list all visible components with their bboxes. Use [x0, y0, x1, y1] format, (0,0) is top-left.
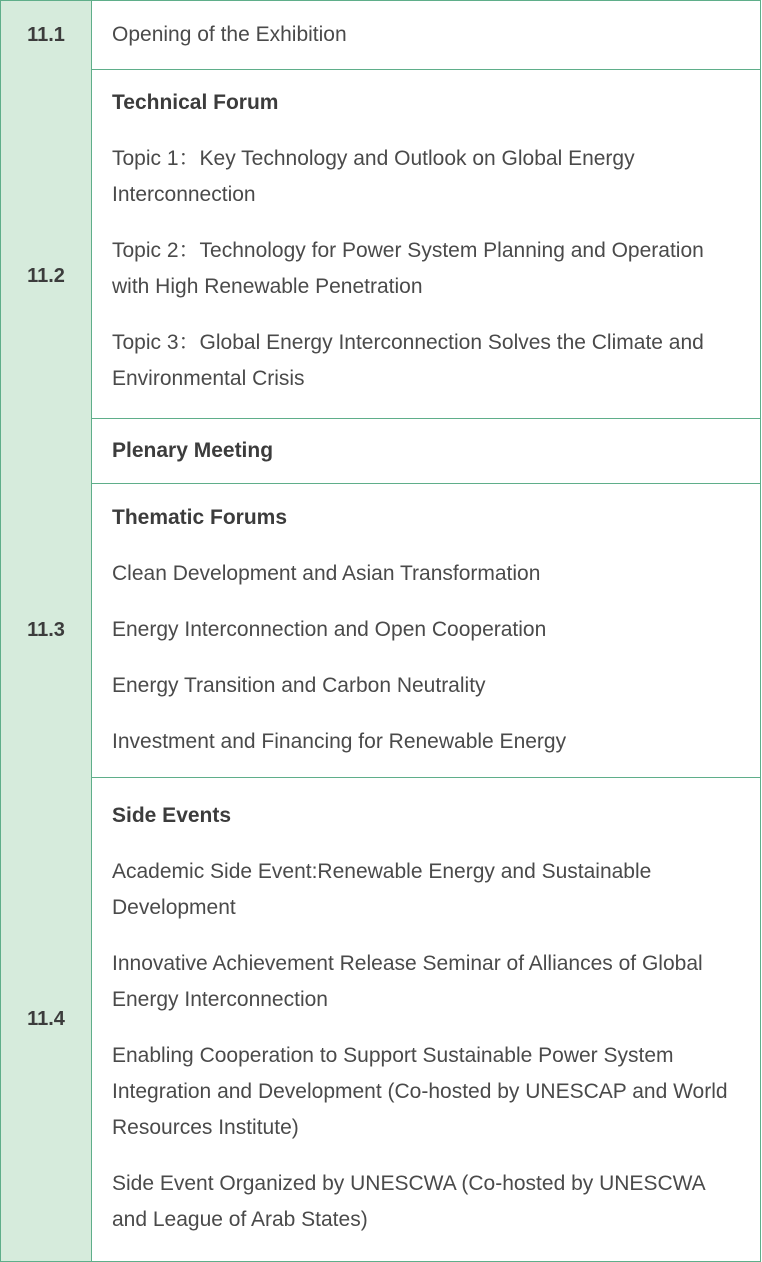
event-item: Energy Transition and Carbon Neutrality — [112, 674, 486, 697]
event-item: Innovative Achievement Release Seminar of Alliances of Global Energy Interconnection — [112, 952, 703, 1011]
content-block — [92, 798, 760, 1238]
content-block — [92, 500, 760, 760]
event-item: Clean Development and Asian Transformation — [112, 562, 541, 585]
event-item: Topic 2：Technology for Power System Planning and Operation with High Renewable Penetration — [112, 239, 704, 298]
section-heading: Technical Forum — [112, 91, 279, 114]
event-item: Energy Interconnection and Open Cooperation — [112, 618, 547, 641]
section-heading: Plenary Meeting — [112, 439, 274, 462]
content-cell — [92, 69, 760, 483]
schedule-row-11-3 — [0, 483, 761, 778]
content-cell — [92, 777, 760, 1261]
content-block — [92, 17, 760, 53]
event-item: Topic 1：Key Technology and Outlook on Global Energy Interconnection — [112, 147, 635, 206]
event-item: Investment and Financing for Renewable Energy — [112, 730, 567, 753]
content-cell — [92, 483, 760, 777]
event-item: Topic 3：Global Energy Interconnection Solves the Climate and Environmental Crisis — [112, 331, 704, 390]
content-block — [92, 418, 760, 469]
event-item: Academic Side Event:Renewable Energy and Sustainable Development — [112, 860, 652, 919]
date-cell: 11.1 — [1, 1, 92, 69]
date-cell: 11.4 — [1, 777, 92, 1261]
section-heading: Side Events — [112, 804, 232, 827]
event-item: Enabling Cooperation to Support Sustainable Power System Integration and Development (Co-hosted by UNESCAP and World Resources Institute) — [112, 1044, 728, 1139]
date-cell: 11.3 — [1, 483, 92, 777]
section-heading: Thematic Forums — [112, 506, 288, 529]
schedule-row-11-4 — [0, 777, 761, 1262]
event-item: Opening of the Exhibition — [112, 23, 347, 46]
content-cell — [92, 1, 760, 69]
schedule-row-11-1 — [0, 0, 761, 70]
event-item: Side Event Organized by UNESCWA (Co-hosted by UNESCWA and League of Arab States) — [112, 1172, 705, 1231]
date-cell: 11.2 — [1, 69, 92, 483]
schedule-row-11-2 — [0, 69, 761, 484]
content-block — [92, 85, 760, 397]
